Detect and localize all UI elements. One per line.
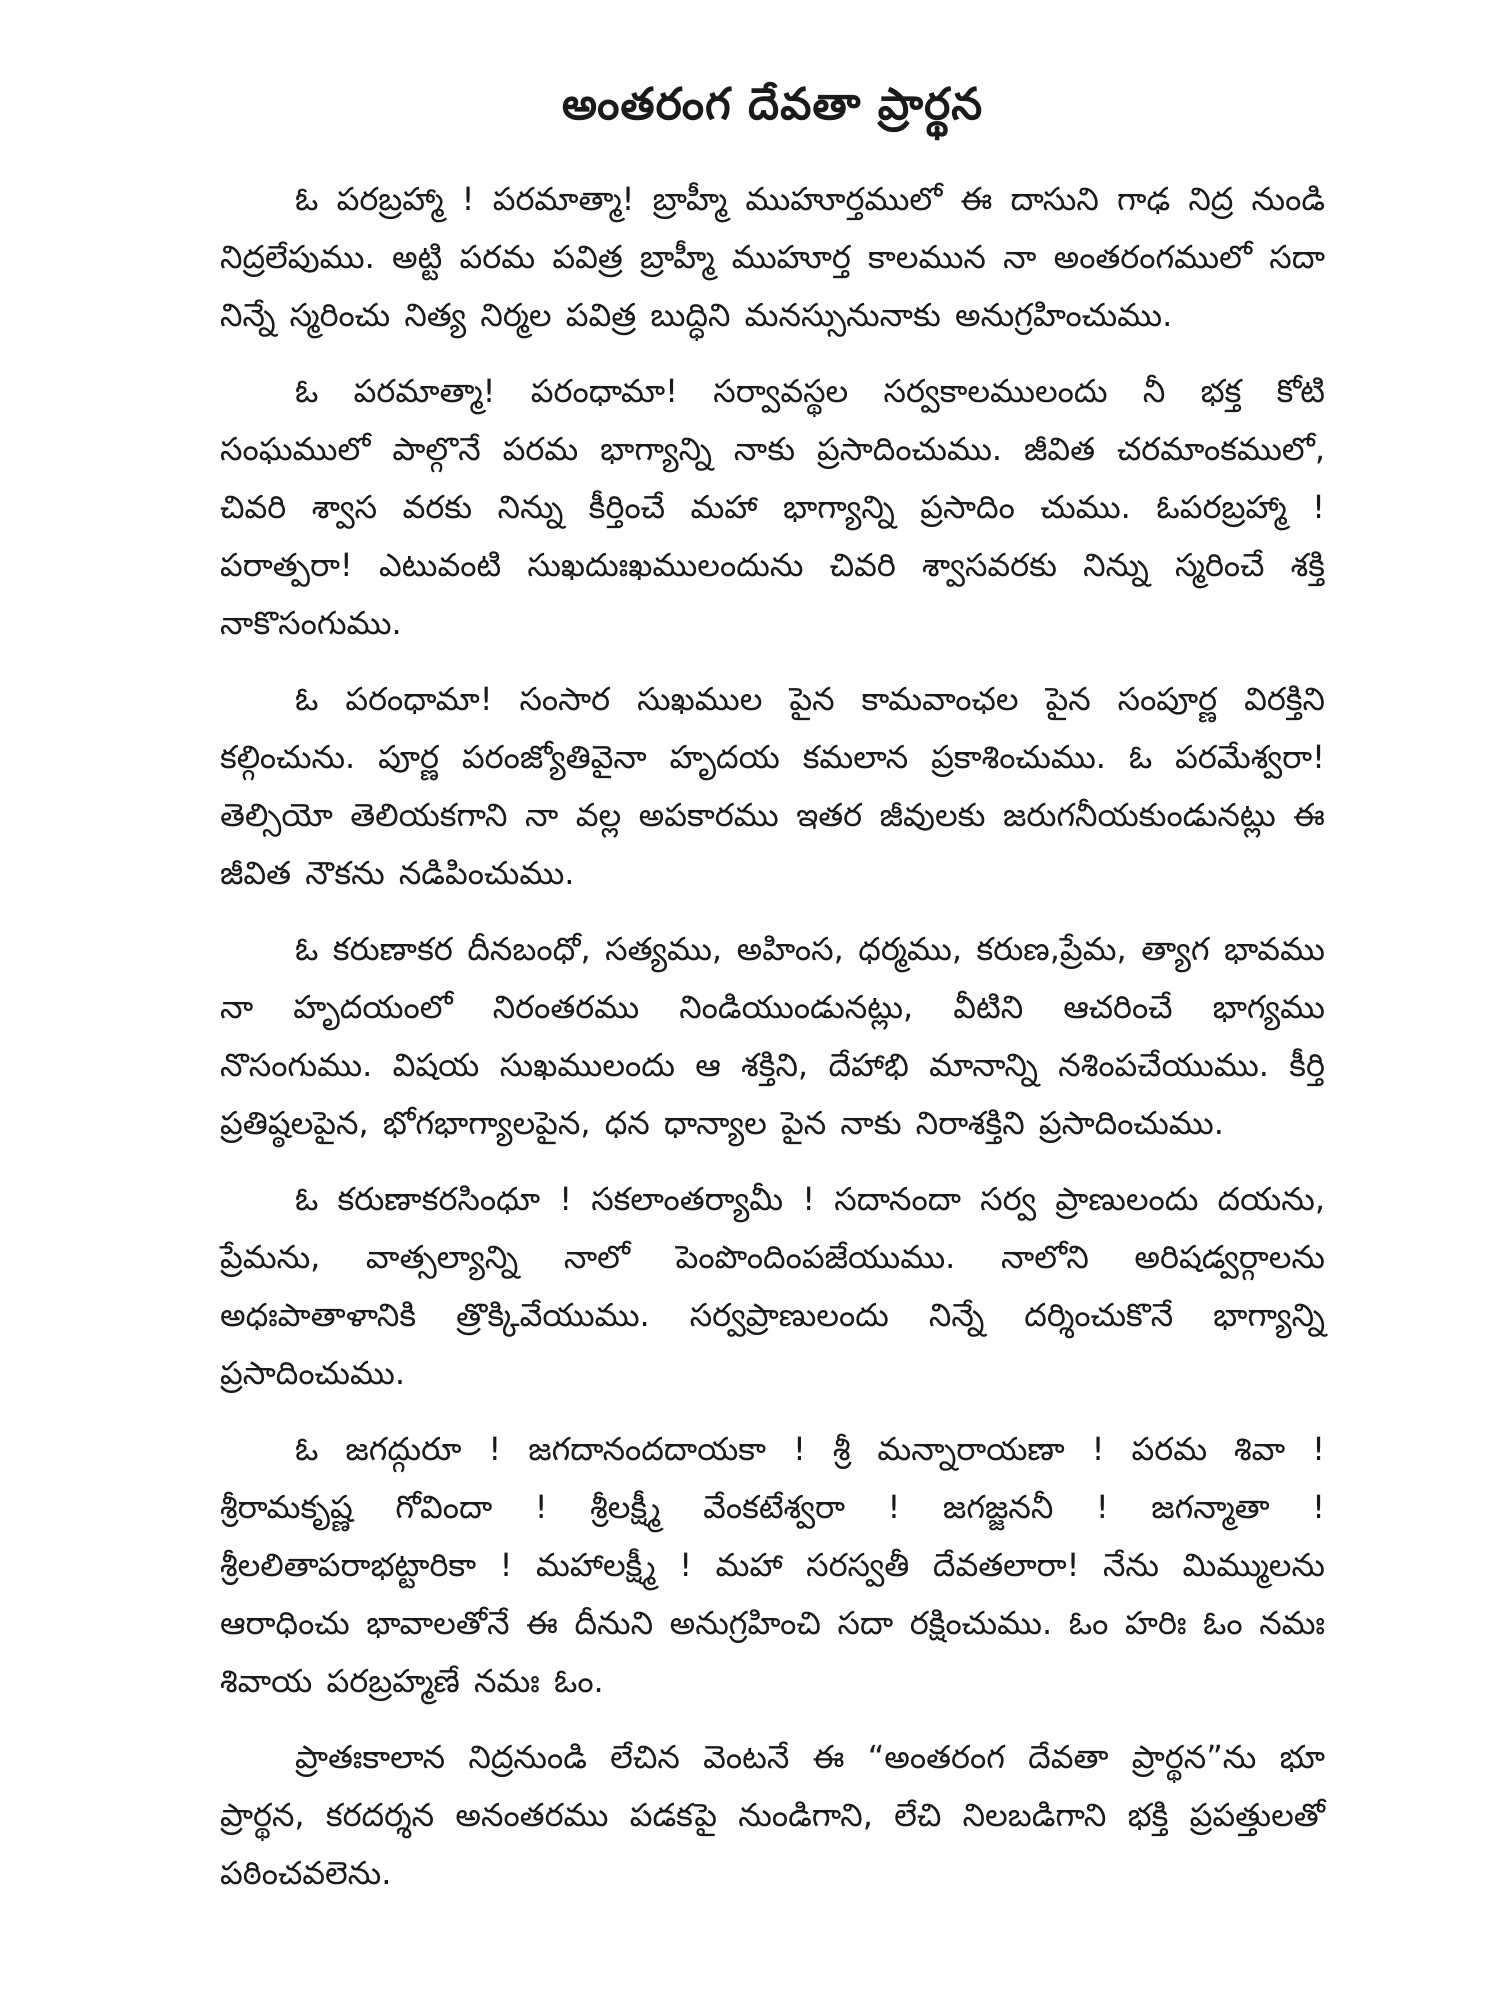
prayer-paragraph-3: ఓ పరంధామా! సంసార సుఖముల పైన కామవాంఛల పైన సంపూర్ణ విరక్తిని కల్గించును. పూర్ణ పరంజ్యోతివైనా హృదయ కమలాన ప్రకాశించుము. ఓ పరమేశ్వరా! తెల్సియో తెలియకగాని నా వల్ల అపకారము ఇతర జీవులకు జరుగనీయకుండునట్లు ఈ జీవిత నౌకను నడిపించుము. bbox=[220, 680, 1325, 892]
prayer-paragraph-4: ఓ కరుణాకర దీనబంధో, సత్యము, అహింస, ధర్మము, కరుణ,ప్రేమ, త్యాగ భావము నా హృదయంలో నిరంతరము నిండియుండునట్లు, వీటిని ఆచరించే భాగ్యము నొసంగుము. విషయ సుఖములందు ఆ శక్తిని, దేహాభి మానాన్ని నశింపచేయుము. కీర్తి ప్రతిష్ఠలపైన, భోగభాగ్యాలపైన, ధన ధాన్యాల పైన నాకు నిరాశక్తిని ప్రసాదించుము. bbox=[220, 930, 1325, 1142]
prayer-paragraph-2: ఓ పరమాత్మా! పరంధామా! సర్వావస్థల సర్వకాలములందు నీ భక్త కోటి సంఘములో పాల్గొనే పరమ భాగ్యాన్ని నాకు ప్రసాదించుము. జీవిత చరమాంకములో, చివరి శ్వాస వరకు నిన్ను కీర్తించే మహా భాగ్యాన్ని ప్రసాదిం చుము. ఓపరబ్రహ్మా ! పరాత్పరా! ఎటువంటి సుఖదుఃఖములందును చివరి శ్వాసవరకు నిన్ను స్మరించే శక్తి నాకొసంగుము. bbox=[220, 372, 1325, 642]
document-title: అంతరంగ దేవతా ప్రార్థన bbox=[561, 79, 984, 130]
prayer-paragraph-5: ఓ కరుణాకరసింధూ ! సకలాంతర్యామీ ! సదానందా సర్వ ప్రాణులందు దయను, ప్రేమను, వాత్సల్యాన్ని నాలో పెంపొందింపజేయుము. నాలోని అరిషడ్వర్గాలను అధఃపాతాళానికి త్రొక్కివేయుము. సర్వప్రాణులందు నిన్నే దర్శించుకొనే భాగ్యాన్ని ప్రసాదించుము. bbox=[220, 1180, 1325, 1392]
prayer-paragraph-1: ఓ పరబ్రహ్మా ! పరమాత్మా! బ్రాహ్మీ ముహూర్తములో ఈ దాసుని గాఢ నిద్ర నుండి నిద్రలేపుము. అట్టి పరమ పవిత్ర బ్రాహ్మీ ముహూర్త కాలమున నా అంతరంగములో సదా నిన్నే స్మరించు నిత్య నిర్మల పవిత్ర బుద్ధిని మనస్సునునాకు అనుగ్రహించుము. bbox=[220, 180, 1325, 334]
prayer-paragraph-6: ఓ జగద్గురూ ! జగదానందదాయకా ! శ్రీ మన్నారాయణా ! పరమ శివా ! శ్రీరామకృష్ణ గోవిందా ! శ్రీలక్ష్మీ వేంకటేశ్వరా ! జగజ్జననీ ! జగన్మాతా ! శ్రీలలితాపరాభట్టారికా ! మహాలక్ష్మీ ! మహా సరస్వతీ దేవతలారా! నేను మిమ్ములను ఆరాధించు భావాలతోనే ఈ దీనుని అనుగ్రహించి సదా రక్షించుము. ఓం హరిః ఓం నమః శివాయ పరబ్రహ్మణే నమః ఓం. bbox=[220, 1430, 1325, 1700]
instruction-paragraph: ప్రాతఃకాలాన నిద్రనుండి లేచిన వెంటనే ఈ “అంతరంగ దేవతా ప్రార్థన”ను భూ ప్రార్థన, కరదర్శన అనంతరము పడకపై నుండిగాని, లేచి నిలబడిగాని భక్తి ప్రపత్తులతో పఠించవలెను. bbox=[220, 1738, 1325, 1892]
